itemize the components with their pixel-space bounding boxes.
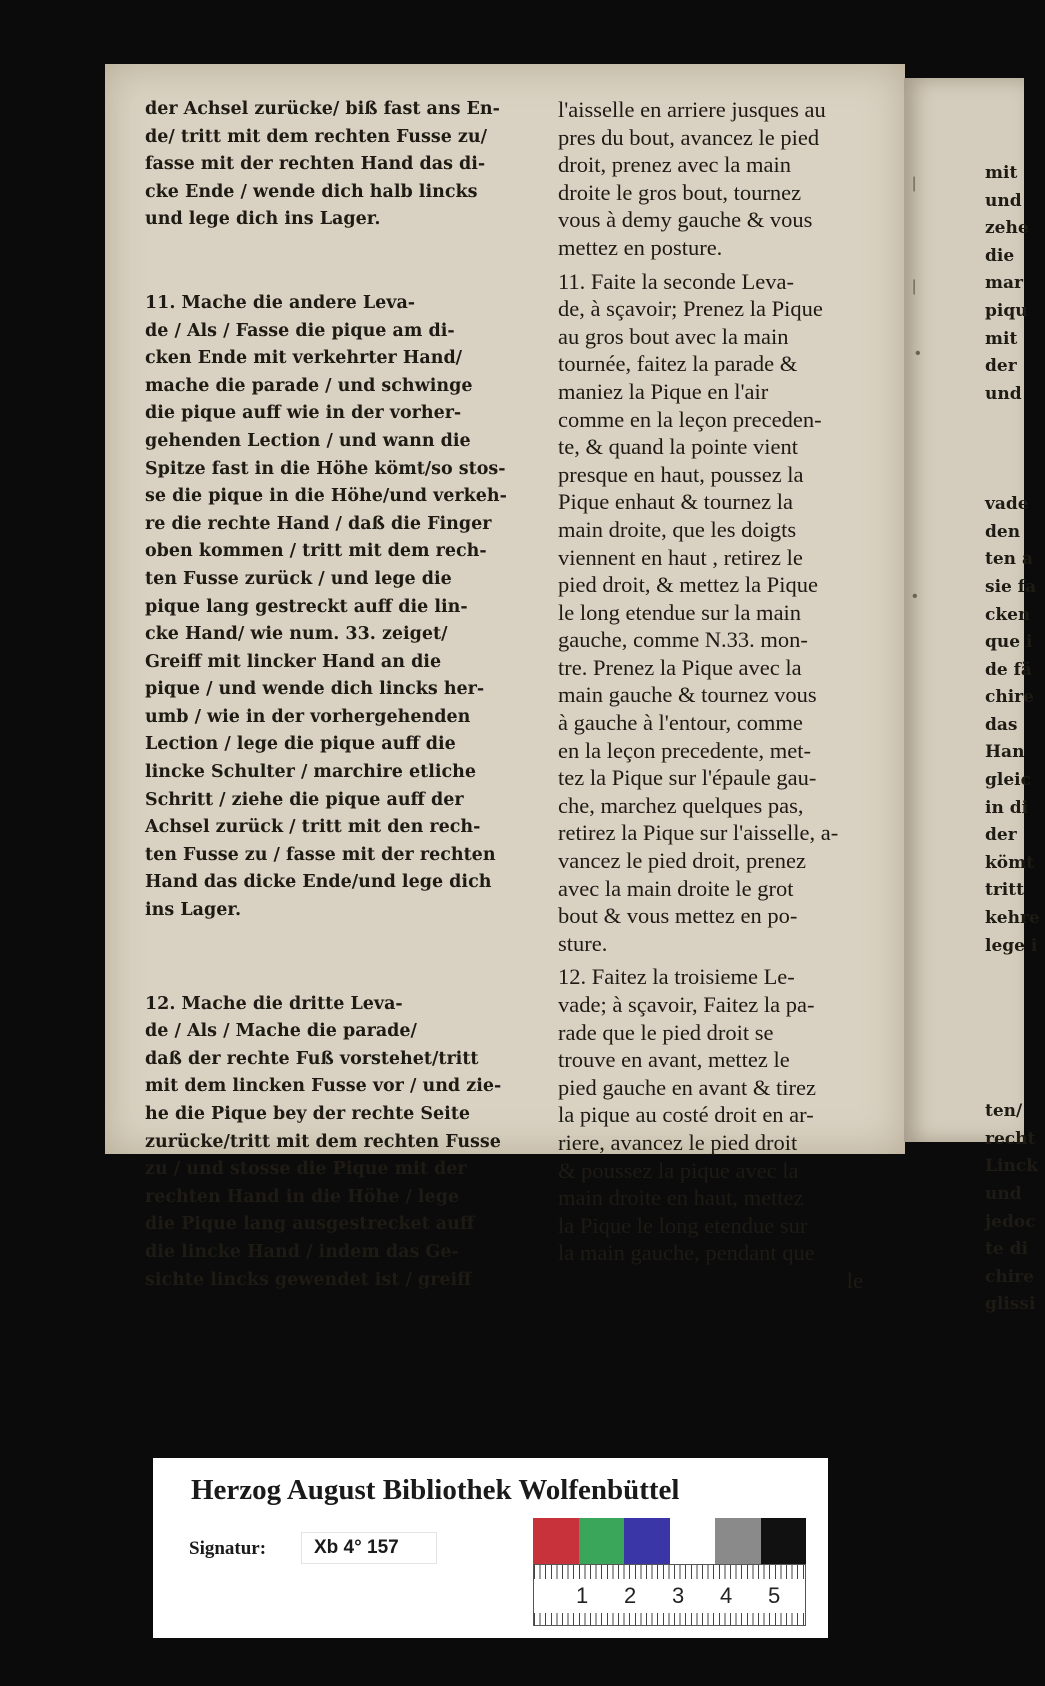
- french-paragraph-1: [558, 96, 863, 262]
- color-calibration-strip: [533, 1518, 806, 1564]
- library-reference-card: [153, 1458, 828, 1638]
- color-swatch: [533, 1518, 579, 1564]
- text-line: Hand das dicke Ende/und lege dich: [145, 872, 492, 893]
- facing-page-text-fragments: [985, 160, 1045, 1319]
- text-line: fasse mit der rechten Hand das di-: [145, 154, 486, 175]
- text-line: die Pique lang ausgestrecket auff: [145, 1214, 475, 1235]
- text-line: mache die parade / und schwinge: [145, 375, 473, 396]
- text-line: jedoc: [985, 1211, 1036, 1232]
- french-text-column: [558, 96, 863, 1295]
- text-line: chire: [985, 1266, 1034, 1287]
- text-line: en la leçon precedente, met-: [558, 737, 811, 763]
- text-line: cken: [985, 604, 1031, 625]
- text-line: Schritt / ziehe die pique auff der: [145, 789, 464, 810]
- french-paragraph-2: [558, 268, 863, 958]
- text-line: sie fa: [985, 576, 1037, 597]
- german-paragraph-2: [145, 290, 555, 925]
- text-line: [985, 988, 1045, 1016]
- text-line: den: [985, 521, 1021, 542]
- margin-mark: |: [912, 175, 917, 192]
- signature-label: Signatur:: [189, 1538, 267, 1559]
- margin-mark: •: [915, 345, 921, 362]
- text-line: vade; à sçavoir, Faitez la pa-: [558, 992, 815, 1017]
- text-line: ten/: [985, 1101, 1023, 1122]
- text-line: comme en la leçon preceden-: [558, 406, 822, 432]
- text-line: presque en haut, poussez la: [558, 461, 804, 487]
- text-line: se die pique in die Höhe/und verkeh-: [145, 486, 507, 507]
- signature-value: Xb 4° 157: [301, 1532, 437, 1564]
- text-line: de / Als / Fasse die pique am di-: [145, 320, 455, 341]
- text-line: re die rechte Hand / daß die Finger: [145, 513, 492, 534]
- text-line: main gauche & tournez vous: [558, 682, 817, 708]
- text-line: der: [985, 825, 1017, 846]
- ruler-number: 4: [720, 1583, 733, 1608]
- text-line: la Pique le long etendue sur: [558, 1212, 808, 1238]
- text-line: 11. Faite la seconde Leva-: [558, 268, 794, 294]
- color-swatch: [579, 1518, 625, 1564]
- text-line: la pique au costé droit en ar-: [558, 1102, 814, 1128]
- text-line: lincke Schulter / marchire etliche: [145, 762, 477, 783]
- text-line: und: [985, 383, 1022, 404]
- text-line: die pique auff wie in der vorher-: [145, 403, 462, 424]
- text-line: Linck: [985, 1156, 1038, 1177]
- german-paragraph-1: [145, 96, 555, 234]
- scale-ruler: [533, 1564, 806, 1626]
- text-line: [985, 464, 1045, 492]
- text-line: [985, 960, 1045, 988]
- text-line: te, & quand la pointe vient: [558, 434, 798, 460]
- ruler-number: 1: [576, 1583, 589, 1608]
- text-line: main droite, que les doigts: [558, 516, 797, 542]
- text-line: retirez la Pique sur l'aisselle, a-: [558, 820, 839, 846]
- text-line: & poussez la pique avec la: [558, 1157, 799, 1183]
- text-line: bout & vous mettez en po-: [558, 903, 798, 929]
- text-line: rechten Hand in die Höhe / lege: [145, 1186, 460, 1207]
- text-line: pres du bout, avancez le pied: [558, 124, 820, 150]
- text-line: pied droit, & mettez la Pique: [558, 572, 818, 598]
- text-line: Lection / lege die pique auff die: [145, 734, 456, 755]
- text-line: kehre: [985, 908, 1040, 929]
- text-line: gehenden Lection / und wann die: [145, 430, 471, 451]
- text-line: pique lang gestreckt auff die lin-: [145, 596, 468, 617]
- text-line: che, marchez quelques pas,: [558, 792, 804, 818]
- text-line: l'aisselle en arriere jusques au: [558, 97, 826, 122]
- text-line: que i: [985, 632, 1033, 653]
- text-line: 12. Mache die dritte Leva-: [145, 993, 403, 1014]
- french-paragraph-3: [558, 963, 863, 1267]
- text-line: de/ tritt mit dem rechten Fusse zu/: [145, 126, 487, 147]
- text-line: Greiff mit lincker Hand an die: [145, 651, 442, 672]
- text-line: zurücke/tritt mit dem rechten Fusse: [145, 1131, 501, 1152]
- text-line: gleic: [985, 770, 1031, 791]
- text-line: te di: [985, 1239, 1028, 1260]
- text-line: der Achsel zurücke/ biß fast ans En-: [145, 99, 500, 119]
- text-line: le long etendue sur la main: [558, 599, 802, 625]
- text-line: ten Fusse zurück / und lege die: [145, 568, 452, 589]
- text-line: riere, avancez le pied droit: [558, 1129, 798, 1155]
- text-line: à gauche à l'entour, comme: [558, 710, 803, 736]
- text-line: 11. Mache die andere Leva-: [145, 292, 416, 313]
- text-line: [985, 1015, 1045, 1043]
- text-line: in di: [985, 797, 1029, 818]
- text-line: ten Fusse zu / fasse mit der rechten: [145, 844, 496, 865]
- text-line: tritt: [985, 880, 1024, 901]
- margin-mark: •: [912, 588, 918, 605]
- margin-mark: |: [912, 278, 917, 295]
- library-name: Herzog August Bibliothek Wolfenbüttel: [191, 1474, 680, 1506]
- text-line: [985, 436, 1045, 464]
- text-line: tournée, faitez la parade &: [558, 351, 798, 377]
- text-line: de, à sçavoir; Prenez la Pique: [558, 296, 823, 322]
- text-line: cke Hand/ wie num. 33. zeiget/: [145, 624, 448, 645]
- ruler-ticks-top: [534, 1565, 805, 1579]
- text-line: droite le gros bout, tournez: [558, 179, 802, 205]
- text-line: [985, 408, 1045, 436]
- text-line: tez la Pique sur l'épaule gau-: [558, 765, 817, 791]
- text-line: Spitze fast in die Höhe kömt/so stos-: [145, 458, 506, 479]
- ruler-ticks-bottom: [534, 1613, 805, 1625]
- text-line: de / Als / Mache die parade/: [145, 1021, 417, 1042]
- text-line: ten a: [985, 549, 1033, 570]
- text-line: die lincke Hand / indem das Ge-: [145, 1241, 459, 1262]
- text-line: oben kommen / tritt mit dem rech-: [145, 541, 487, 562]
- text-line: sture.: [558, 930, 608, 956]
- text-line: ins Lager.: [145, 900, 242, 921]
- text-line: mar: [985, 273, 1023, 294]
- text-line: und: [985, 1183, 1022, 1204]
- text-line: mit dem lincken Fusse vor / und zie-: [145, 1076, 502, 1097]
- text-line: zu / und stosse die Pique mit der: [145, 1159, 467, 1180]
- text-line: piqu: [985, 300, 1028, 321]
- text-line: [985, 1071, 1045, 1099]
- text-line: cke Ende / wende dich halb lincks: [145, 181, 478, 202]
- text-line: de fä: [985, 659, 1032, 680]
- text-line: kömt: [985, 852, 1034, 873]
- text-line: trouve en avant, mettez le: [558, 1047, 790, 1073]
- text-line: tre. Prenez la Pique avec la: [558, 654, 802, 680]
- text-line: umb / wie in der vorhergehenden: [145, 706, 471, 727]
- ruler-number: 2: [624, 1583, 637, 1608]
- color-swatch: [715, 1518, 761, 1564]
- text-line: recht: [985, 1128, 1036, 1149]
- text-line: maniez la Pique en l'air: [558, 378, 769, 404]
- text-line: droit, prenez avec la main: [558, 152, 792, 178]
- text-line: sichte lincks gewendet ist / greiff: [145, 1269, 472, 1290]
- color-swatch: [670, 1518, 716, 1564]
- text-line: chire: [985, 687, 1034, 708]
- text-line: he die Pique bey der rechte Seite: [145, 1104, 471, 1124]
- text-line: Pique enhaut & tournez la: [558, 489, 793, 515]
- text-line: Han: [985, 742, 1025, 763]
- ruler-number: 3: [672, 1583, 685, 1608]
- text-line: und lege dich ins Lager.: [145, 209, 381, 230]
- text-line: Achsel zurück / tritt mit den rech-: [145, 817, 481, 838]
- text-line: vous à demy gauche & vous: [558, 207, 813, 233]
- text-line: das: [985, 714, 1018, 735]
- text-line: pique / und wende dich lincks her-: [145, 679, 485, 700]
- text-line: vade: [985, 494, 1029, 515]
- text-line: au gros bout avec la main: [558, 323, 789, 349]
- text-line: la main gauche, pendant que: [558, 1240, 815, 1266]
- text-line: mit: [985, 328, 1018, 349]
- text-line: der: [985, 356, 1017, 377]
- text-line: und: [985, 190, 1022, 211]
- color-swatch: [624, 1518, 670, 1564]
- catchword: le: [846, 1267, 863, 1293]
- text-line: 12. Faitez la troisieme Le-: [558, 964, 795, 990]
- text-line: [985, 1043, 1045, 1071]
- text-line: daß der rechte Fuß vorstehet/tritt: [145, 1048, 479, 1069]
- text-line: die: [985, 245, 1015, 266]
- text-line: mit: [985, 163, 1018, 183]
- text-line: glissi: [985, 1294, 1036, 1315]
- text-line: viennent en haut , retirez le: [558, 544, 803, 570]
- ruler-number: 5: [768, 1583, 781, 1608]
- german-paragraph-3: [145, 991, 555, 1295]
- text-line: pied gauche en avant & tirez: [558, 1074, 817, 1100]
- text-line: main droite en haut, mettez: [558, 1185, 804, 1211]
- text-line: cken Ende mit verkehrter Hand/: [145, 348, 463, 369]
- text-line: mettez en posture.: [558, 234, 723, 260]
- text-line: lege i: [985, 935, 1038, 956]
- text-line: rade que le pied droit se: [558, 1019, 774, 1045]
- text-line: zehe: [985, 218, 1029, 239]
- text-line: avec la main droite le grot: [558, 875, 794, 901]
- color-swatch: [761, 1518, 807, 1564]
- text-line: vancez le pied droit, prenez: [558, 848, 806, 874]
- text-line: gauche, comme N.33. mon-: [558, 627, 808, 653]
- german-text-column: [145, 96, 555, 1294]
